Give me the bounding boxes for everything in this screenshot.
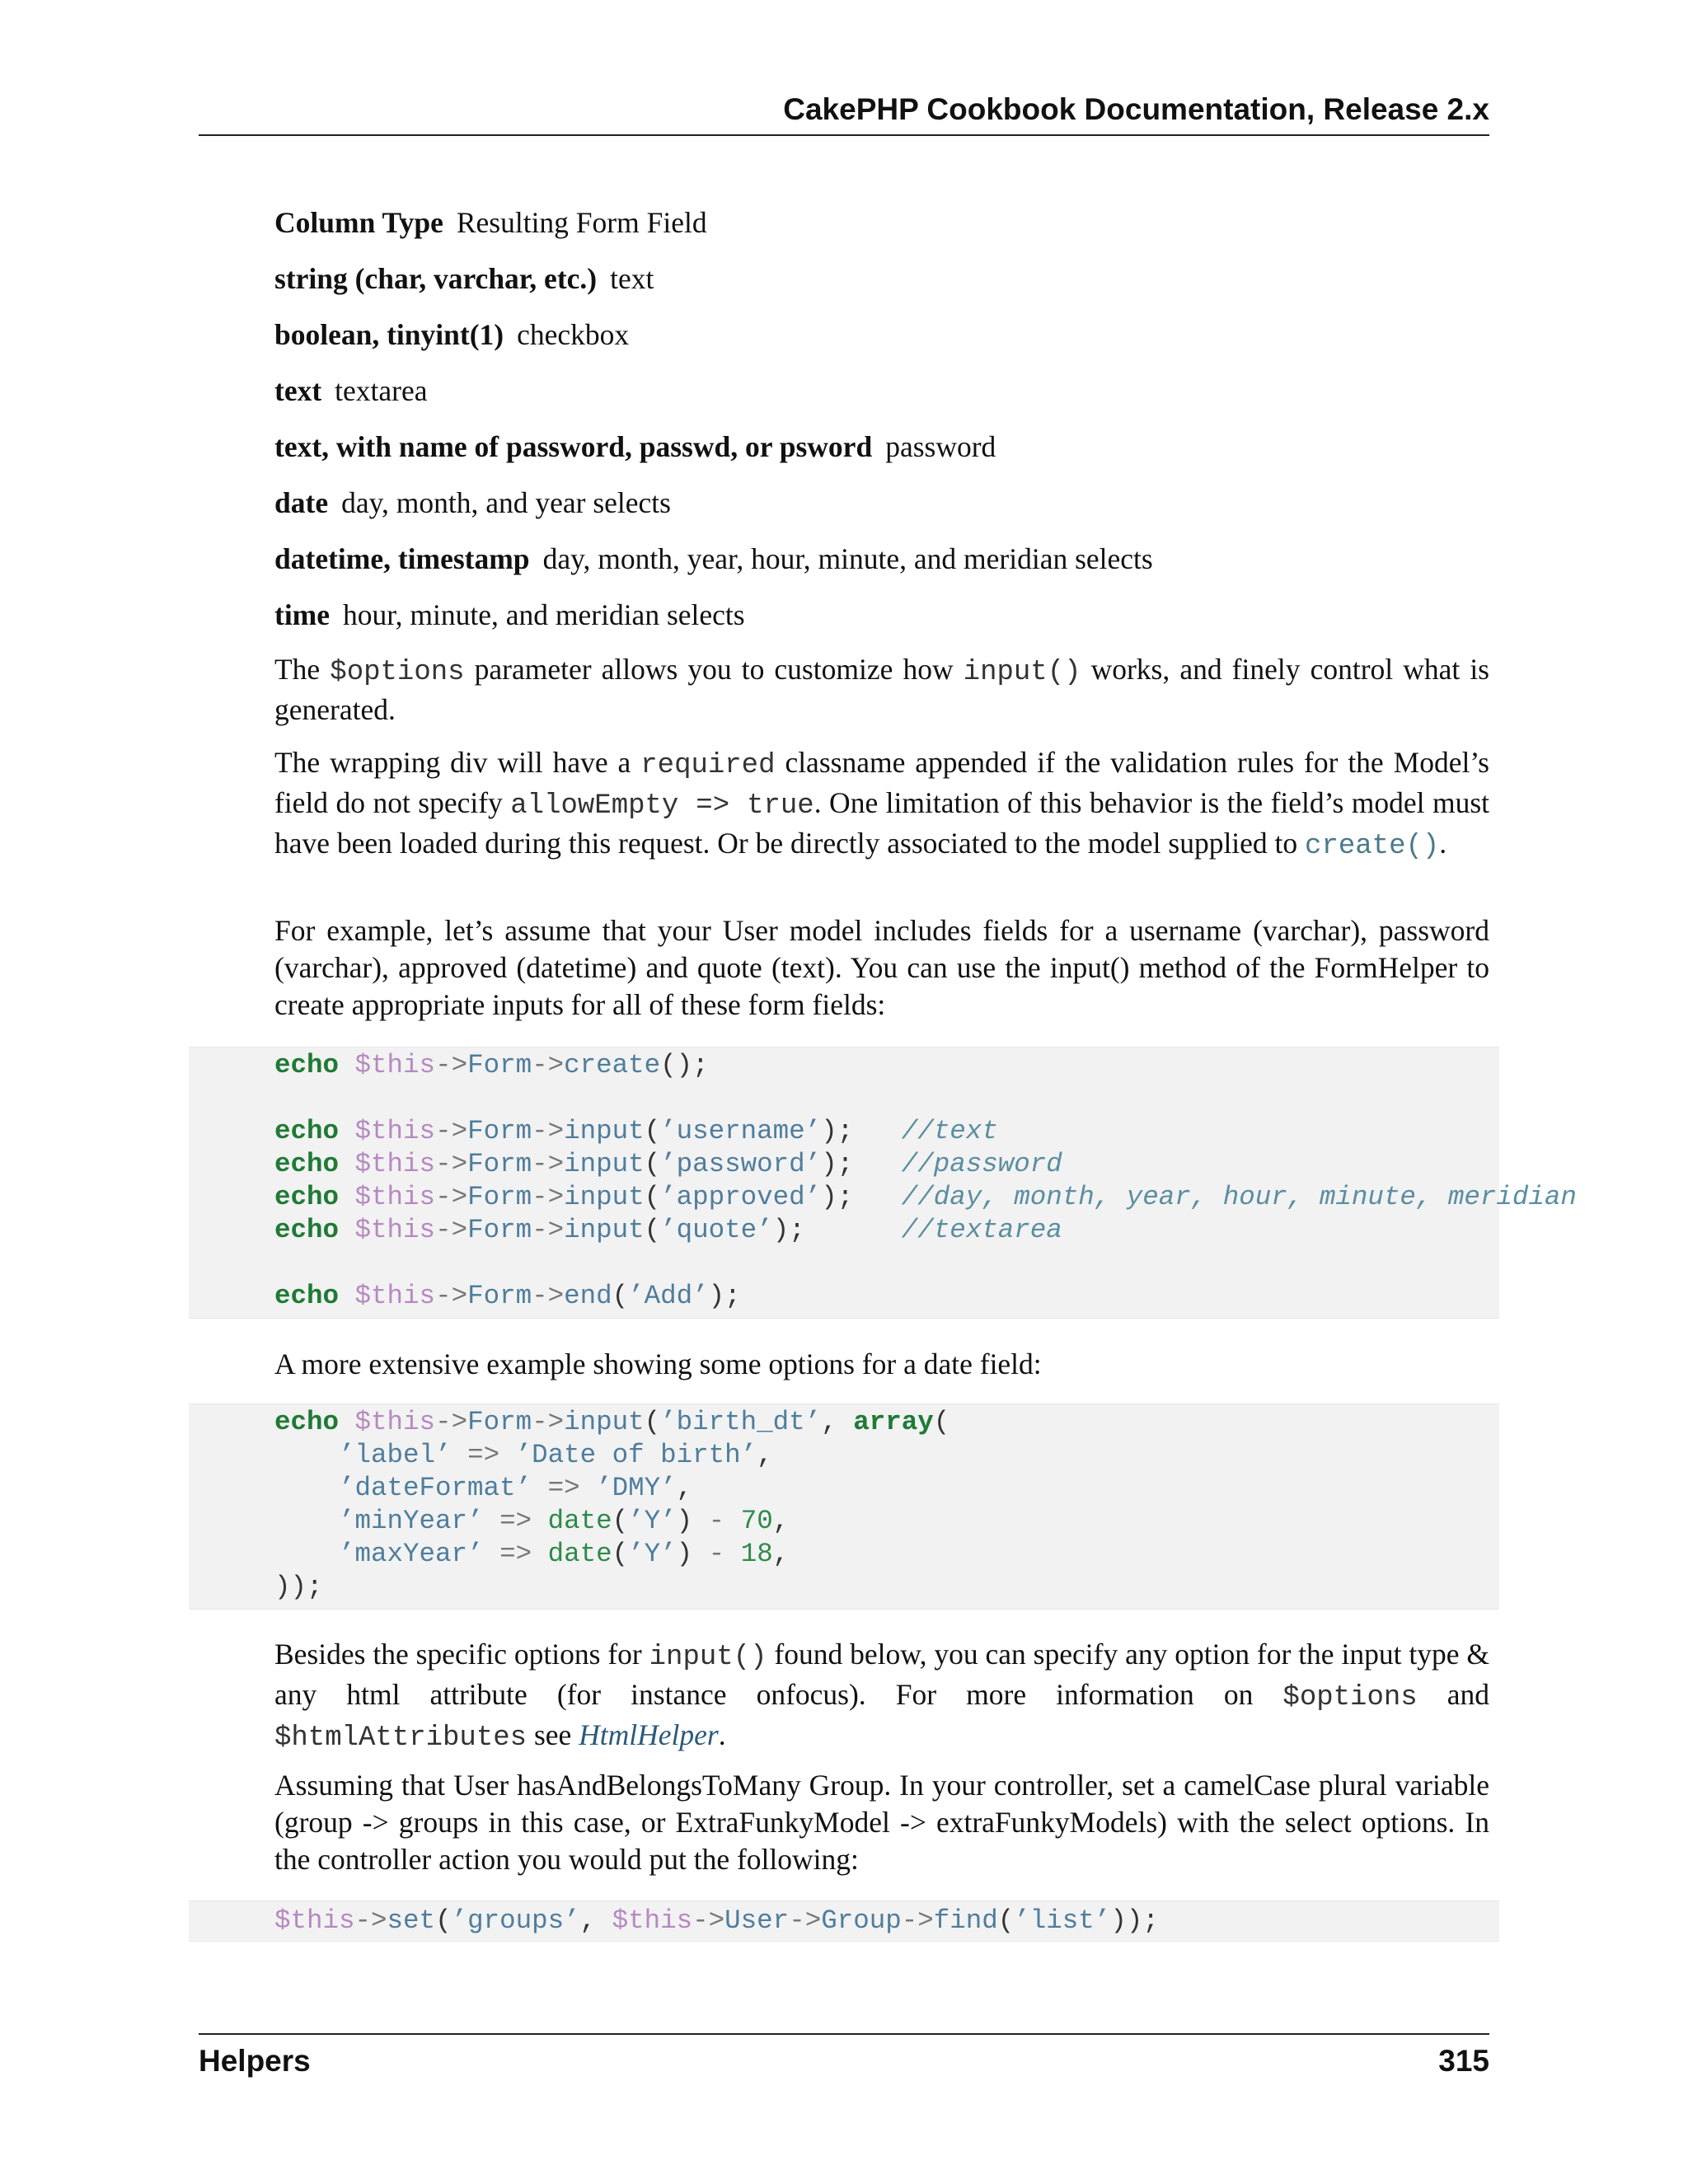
htmlhelper-link[interactable]: HtmlHelper	[579, 1718, 719, 1751]
code-operator: ->	[435, 1116, 468, 1146]
code-number: 70	[740, 1506, 773, 1536]
definition-term: datetime, timestamp	[274, 542, 530, 575]
code-operator: ->	[532, 1116, 565, 1146]
code-operator: ->	[532, 1215, 565, 1245]
definition-row	[274, 429, 1489, 485]
code-keyword: echo	[274, 1215, 340, 1245]
code-block-form-inputs	[189, 1047, 1577, 1319]
text-run: .	[1439, 827, 1447, 860]
required-class-paragraph	[274, 744, 1489, 865]
definition-row	[274, 204, 1489, 260]
text-run: found below, you can specify any option for the input type & any html attribute (for instance onfocus). For more information on	[274, 1638, 1489, 1711]
code-string: ’Y’	[628, 1539, 677, 1569]
definition-term: time	[274, 598, 331, 631]
code-keyword: echo	[274, 1182, 340, 1212]
definition-desc: password	[885, 430, 996, 463]
code-string: ’Date of birth’	[515, 1440, 757, 1470]
code-comment: //text	[901, 1116, 998, 1146]
code-string: ’username’	[660, 1116, 822, 1146]
options-paragraph	[274, 651, 1489, 729]
code-operator: =>	[499, 1539, 532, 1569]
code-string: ’minYear’	[339, 1506, 484, 1536]
code-operator: ->	[692, 1905, 725, 1936]
code-name: Form	[467, 1182, 532, 1212]
code-variable: $this	[354, 1281, 436, 1311]
code-operator: ->	[435, 1281, 468, 1311]
code-operator: =>	[467, 1440, 500, 1470]
footer-divider	[199, 2033, 1489, 2035]
footer-section-title: Helpers	[199, 2044, 311, 2078]
code-variable: $this	[612, 1905, 693, 1936]
definition-desc: textarea	[335, 374, 428, 407]
definition-term: text, with name of password, passwd, or psword	[274, 430, 873, 463]
definition-row	[274, 316, 1489, 373]
code-name: Form	[467, 1281, 532, 1311]
inline-code: required	[640, 750, 776, 781]
definition-term: string (char, varchar, etc.)	[274, 262, 598, 295]
code-operator: ->	[532, 1182, 565, 1212]
inline-code: input()	[649, 1642, 767, 1673]
code-string: ’groups’	[451, 1905, 580, 1936]
code-name: set	[387, 1905, 436, 1936]
code-name: User	[724, 1905, 790, 1936]
code-name: Form	[467, 1116, 532, 1146]
running-header: CakePHP Cookbook Documentation, Release 2.x	[783, 92, 1489, 126]
inline-code: $htmlAttributes	[274, 1722, 528, 1754]
definition-term: date	[274, 486, 329, 519]
code-keyword: array	[853, 1407, 934, 1437]
code-string: ’maxYear’	[339, 1539, 484, 1569]
code-listing: echo $this->Form->input(’birth_dt’, array( ’label’ => ’Date of birth’, ’dateFormat’ => ’DMY’, ’minYear’ => date(’Y’) - 70, ’maxYear’ => date(’Y’) - 18, ));	[274, 1407, 950, 1602]
code-operator: =>	[547, 1473, 580, 1503]
date-example-intro: A more extensive example showing some options for a date field:	[274, 1347, 1042, 1380]
code-operator: ->	[435, 1215, 468, 1245]
code-string: ’Y’	[628, 1506, 677, 1536]
code-block-date-options	[189, 1404, 1499, 1610]
code-comment: //day, month, year, hour, minute, meridian	[901, 1182, 1577, 1212]
definition-row	[274, 541, 1489, 597]
code-builtin: date	[547, 1506, 612, 1536]
code-variable: $this	[354, 1407, 436, 1437]
code-string: ’DMY’	[596, 1473, 677, 1503]
code-name: Form	[467, 1149, 532, 1179]
code-string: ’Add’	[628, 1281, 709, 1311]
code-number: 18	[740, 1539, 773, 1569]
code-operator: =>	[499, 1506, 532, 1536]
page-number: 315	[1438, 2044, 1489, 2078]
code-name: find	[933, 1905, 998, 1936]
code-string: ’dateFormat’	[339, 1473, 532, 1503]
definition-desc: text	[610, 262, 654, 295]
definition-desc: Resulting Form Field	[456, 206, 707, 239]
definition-row	[274, 260, 1489, 316]
text-run: parameter allows you to customize how	[464, 653, 964, 686]
definition-row	[274, 597, 1489, 653]
inline-code: $options	[1282, 1682, 1418, 1713]
code-variable: $this	[354, 1050, 436, 1080]
text-run: The	[274, 653, 331, 686]
inline-code: allowEmpty => true	[510, 790, 814, 822]
code-keyword: echo	[274, 1050, 340, 1080]
text-run: .	[718, 1718, 726, 1751]
code-name: input	[564, 1149, 645, 1179]
code-comment: //password	[901, 1149, 1062, 1179]
code-name: Form	[467, 1407, 532, 1437]
text-run: see	[527, 1718, 579, 1751]
code-name: input	[564, 1182, 645, 1212]
code-name: Form	[467, 1050, 532, 1080]
create-method-link[interactable]: create()	[1305, 831, 1440, 862]
code-variable: $this	[354, 1182, 436, 1212]
code-string: ’password’	[660, 1149, 822, 1179]
code-variable: $this	[354, 1149, 436, 1179]
definition-row	[274, 373, 1489, 429]
code-listing: echo $this->Form->create(); echo $this->Form->input(’username’); //text echo $this->Form->input(’password’); //password echo $this->Form->input(’approved’); //day, month, year, hour, minute, meridian echo $this->Form->input(’quote’); //textarea echo $this->Form->end(’Add’);	[274, 1050, 1577, 1311]
code-name: end	[564, 1281, 612, 1311]
code-keyword: echo	[274, 1281, 340, 1311]
code-operator: -	[708, 1539, 725, 1569]
definition-desc: hour, minute, and meridian selects	[343, 598, 745, 631]
code-name: input	[564, 1116, 645, 1146]
code-keyword: echo	[274, 1407, 340, 1437]
code-keyword: echo	[274, 1149, 340, 1179]
code-operator: ->	[901, 1905, 934, 1936]
code-operator: ->	[354, 1905, 387, 1936]
code-string: ’label’	[339, 1440, 452, 1470]
code-string: ’birth_dt’	[660, 1407, 822, 1437]
code-name: Form	[467, 1215, 532, 1245]
code-operator: ->	[435, 1407, 468, 1437]
code-operator: -	[708, 1506, 725, 1536]
code-builtin: date	[547, 1539, 612, 1569]
inline-code: input()	[963, 657, 1081, 688]
page-footer	[199, 2044, 1489, 2079]
definition-desc: day, month, and year selects	[341, 486, 671, 519]
code-string: ’quote’	[660, 1215, 773, 1245]
definition-desc: day, month, year, hour, minute, and meridian selects	[542, 542, 1153, 575]
text-run: works, and finely control what is generated.	[274, 653, 1489, 726]
definition-row	[274, 485, 1489, 541]
code-operator: ->	[532, 1407, 565, 1437]
definition-term: Column Type	[274, 206, 443, 239]
text-run: classname appended if the validation rules for the Model’s field do not specify	[274, 746, 1489, 819]
code-name: create	[564, 1050, 661, 1080]
code-operator: ->	[789, 1905, 822, 1936]
text-run: The wrapping div will have a	[274, 746, 641, 779]
column-type-definition-list	[274, 204, 1489, 653]
code-operator: ->	[435, 1182, 468, 1212]
definition-term: boolean, tinyint(1)	[274, 318, 504, 351]
code-operator: ->	[532, 1149, 565, 1179]
inline-code: $options	[330, 657, 465, 688]
code-listing: $this->set(’groups’, $this->User->Group->find(’list’));	[274, 1905, 1159, 1936]
definition-desc: checkbox	[517, 318, 630, 351]
definition-term: text	[274, 374, 322, 407]
code-string: ’approved’	[660, 1182, 822, 1212]
input-options-paragraph	[274, 1636, 1489, 1757]
code-variable: $this	[354, 1215, 436, 1245]
code-operator: ->	[435, 1050, 468, 1080]
code-variable: $this	[354, 1116, 436, 1146]
code-operator: ->	[532, 1050, 565, 1080]
code-string: ’list’	[1014, 1905, 1111, 1936]
text-run: Besides the specific options for	[274, 1638, 649, 1671]
code-block-set-groups	[189, 1900, 1499, 1942]
code-name: input	[564, 1215, 645, 1245]
text-run: . One limitation of this behavior is the field’s model must have been loaded during this request. Or be directly associated to the model supplied to	[274, 786, 1490, 860]
code-comment: //textarea	[901, 1215, 1062, 1245]
code-name: input	[564, 1407, 645, 1437]
code-operator: ->	[532, 1281, 565, 1311]
code-variable: $this	[274, 1905, 355, 1936]
text-run: and	[1417, 1678, 1489, 1711]
code-name: Group	[821, 1905, 902, 1936]
habtm-paragraph: Assuming that User hasAndBelongsToMany Group. In your controller, set a camelCase plural variable (group -> groups in this case, or ExtraFunkyModel -> extraFunkyModels) with the select options. In the controller action you would put the following:	[274, 1769, 1489, 1876]
code-operator: ->	[435, 1149, 468, 1179]
code-keyword: echo	[274, 1116, 340, 1146]
example-intro-paragraph: For example, let’s assume that your User model includes fields for a username (varchar), password (varchar), approved (datetime) and quote (text). You can use the input() method of the FormHelper to create appropriate inputs for all of these form fields:	[274, 914, 1489, 1021]
header-divider	[199, 134, 1489, 136]
